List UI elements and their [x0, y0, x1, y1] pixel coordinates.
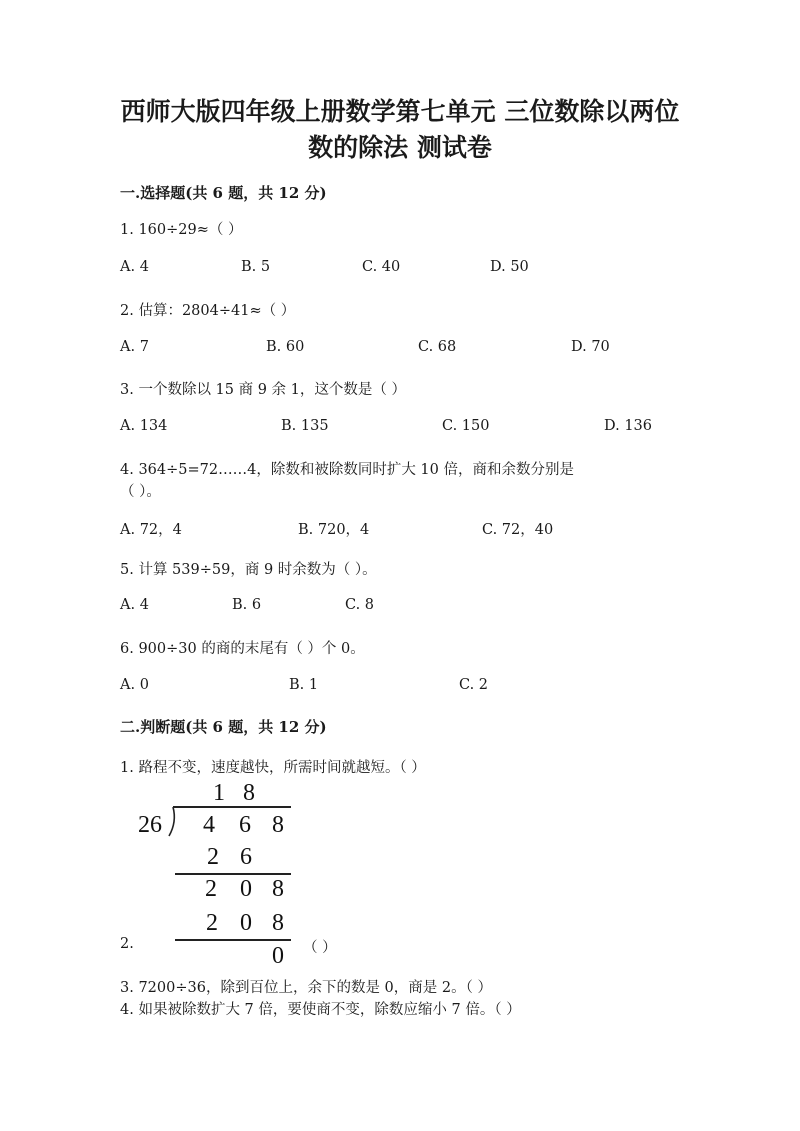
judgement-question-2-label: 2.: [120, 936, 134, 952]
quotient-digit: 8: [243, 780, 255, 806]
section-heading-judgement: 二.判断题(共 6 题，共 12 分): [120, 718, 327, 736]
judgement-question-1: 1. 路程不变，速度越快，所需时间就越短。（ ）: [120, 760, 426, 776]
option-c: C. 68: [418, 339, 457, 355]
option-a: A. 7: [120, 339, 149, 355]
option-a: A. 72，4: [120, 522, 182, 538]
step-digit: 0: [240, 876, 252, 902]
step-digit: 2: [205, 876, 217, 902]
section-heading-choice: 一.选择题(共 6 题，共 12 分): [120, 184, 327, 202]
option-b: B. 720，4: [298, 522, 370, 538]
remainder-digit: 0: [272, 943, 284, 969]
option-c: C. 8: [345, 597, 375, 613]
question-1: 1. 160÷29≈（ ）: [120, 222, 243, 238]
question-3: 3. 一个数除以 15 商 9 余 1，这个数是（ ）: [120, 382, 406, 398]
question-2: 2. 估算：2804÷41≈（ ）: [120, 303, 296, 319]
judgement-question-4: 4. 如果被除数扩大 7 倍，要使商不变，除数应缩小 7 倍。（ ）: [120, 1002, 521, 1018]
step-digit: 2: [207, 844, 219, 870]
judgement-question-2-answer-blank: （ ）: [303, 940, 337, 956]
step-digit: 2: [206, 910, 218, 936]
step-digit: 0: [240, 910, 252, 936]
option-a: A. 4: [120, 597, 149, 613]
divisor: 26: [138, 812, 162, 838]
option-a: A. 134: [120, 418, 168, 434]
option-d: D. 70: [571, 339, 610, 355]
quotient-digit: 1: [213, 780, 225, 806]
option-a: A. 4: [120, 259, 149, 275]
option-b: B. 6: [232, 597, 262, 613]
dividend-digit: 8: [272, 812, 284, 838]
question-6: 6. 900÷30 的商的末尾有（ ）个 0。: [120, 641, 365, 657]
step-digit: 6: [240, 844, 252, 870]
option-b: B. 60: [266, 339, 305, 355]
option-b: B. 135: [281, 418, 329, 434]
page-title-line1: 西师大版四年级上册数学第七单元 三位数除以两位: [120, 97, 680, 126]
option-c: C. 40: [362, 259, 401, 275]
question-4: 4. 364÷5=72……4，除数和被除数同时扩大 10 倍，商和余数分别是: [120, 462, 574, 478]
option-d: D. 50: [490, 259, 529, 275]
division-rule: [175, 939, 291, 941]
option-c: C. 2: [459, 677, 489, 693]
option-b: B. 1: [289, 677, 319, 693]
option-a: A. 0: [120, 677, 149, 693]
option-b: B. 5: [241, 259, 271, 275]
step-digit: 8: [272, 910, 284, 936]
question-5: 5. 计算 539÷59，商 9 时余数为（ ）。: [120, 562, 377, 578]
option-d: D. 136: [604, 418, 653, 434]
dividend-digit: 6: [239, 812, 251, 838]
option-c: C. 72，40: [482, 522, 554, 538]
division-bracket: [160, 806, 178, 838]
option-c: C. 150: [442, 418, 490, 434]
division-rule: [175, 873, 291, 875]
division-bar: [173, 806, 291, 808]
judgement-question-3: 3. 7200÷36，除到百位上，余下的数是 0，商是 2。（ ）: [120, 980, 492, 996]
question-4-blank: （ ）。: [120, 484, 161, 500]
page-title-line2: 数的除法 测试卷: [308, 133, 492, 162]
dividend-digit: 4: [203, 812, 215, 838]
step-digit: 8: [272, 876, 284, 902]
